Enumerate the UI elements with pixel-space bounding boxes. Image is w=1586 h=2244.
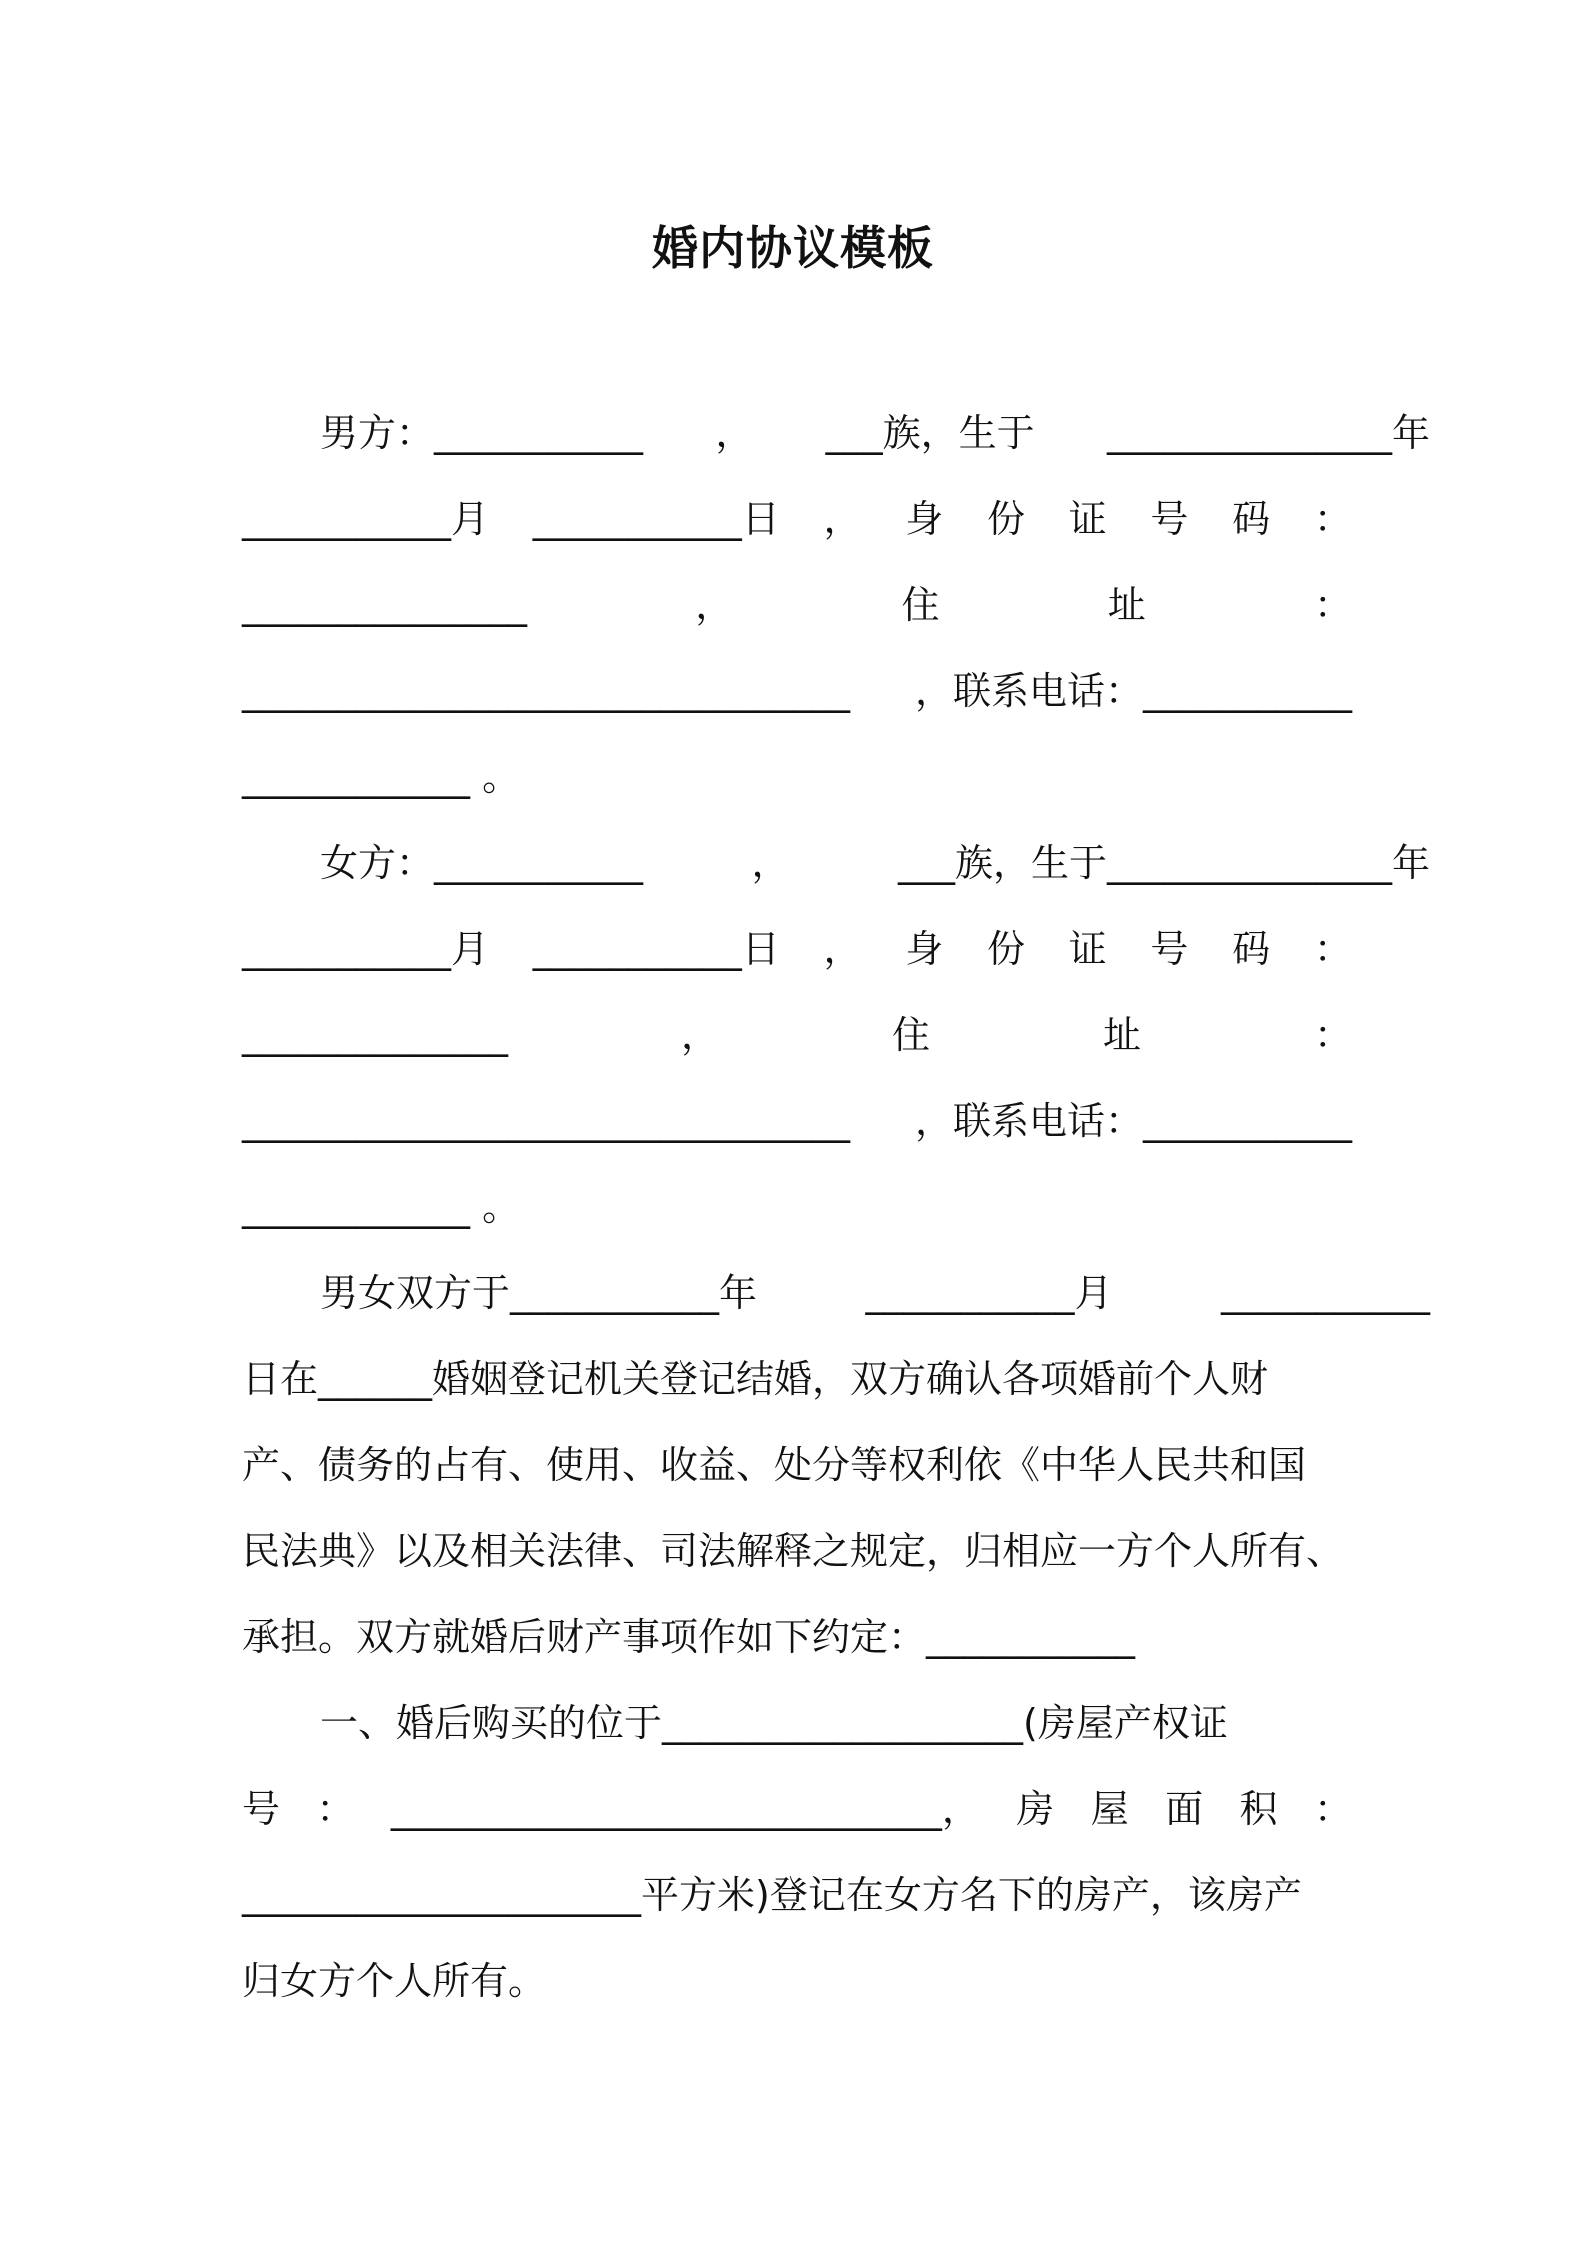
text-segment: ： xyxy=(316,1787,355,1831)
male-party-line-1 xyxy=(242,405,1430,461)
text-segment: ： xyxy=(1313,927,1352,971)
male-party-line-5 xyxy=(242,749,1352,805)
text-segment: 址 xyxy=(1102,1013,1141,1057)
text-segment: _____________________平方米)登记在女方名下的房产，该房产 xyxy=(242,1873,1302,1917)
text-segment: 号 xyxy=(1150,927,1189,971)
marriage-paragraph-line-3 xyxy=(242,1437,1352,1493)
text-segment: 份 xyxy=(986,927,1025,971)
text-segment: 身 xyxy=(905,497,944,541)
text-segment: ， xyxy=(823,927,862,971)
text-segment: ____________ 。 xyxy=(242,1185,521,1229)
text-segment: ________________________________ xyxy=(242,1099,850,1143)
male-birth-year: _______________年 xyxy=(1106,411,1430,455)
text-segment: 证 xyxy=(1068,927,1107,971)
text-segment: ____________ 。 xyxy=(242,755,521,799)
text-segment: ___________月 xyxy=(242,497,490,541)
text-segment: ， xyxy=(823,497,862,541)
text-segment: ___________月 xyxy=(242,927,490,971)
text-segment: 承担。双方就婚后财产事项作如下约定：___________ xyxy=(242,1615,1136,1659)
text-segment: ______________ xyxy=(242,1013,508,1057)
text-segment: ___________日 xyxy=(532,927,780,971)
female-party-line-1 xyxy=(242,835,1430,891)
clause-one-line-1 xyxy=(242,1695,1430,1751)
text-segment: 面 xyxy=(1165,1787,1204,1831)
text-segment: 归女方个人所有。 xyxy=(242,1959,547,2003)
female-party-line-4 xyxy=(242,1093,1352,1149)
text-segment: 码 xyxy=(1232,497,1271,541)
text-segment: ： xyxy=(1313,583,1352,627)
text-segment: 男女双方于___________年 xyxy=(320,1271,758,1315)
text-segment: ， xyxy=(695,583,734,627)
text-segment: 份 xyxy=(986,497,1025,541)
marriage-paragraph-line-5 xyxy=(242,1609,1352,1665)
text-segment: ___________月 xyxy=(865,1271,1113,1315)
female-party-line-3 xyxy=(242,1007,1352,1063)
clause-one-line-3 xyxy=(242,1867,1352,1923)
marriage-paragraph-line-2 xyxy=(242,1351,1352,1407)
text-segment: 民法典》以及相关法律、司法解释之规定，归相应一方个人所有、 xyxy=(242,1529,1345,1573)
female-party-line-2 xyxy=(242,921,1352,977)
text-segment: 日在______婚姻登记机关登记结婚，双方确认各项婚前个人财 xyxy=(242,1357,1269,1401)
text-segment: ，联系电话：___________ xyxy=(914,1099,1352,1143)
text-segment: 一、婚后购买的位于___________________(房屋产权证 xyxy=(320,1701,1228,1745)
marriage-paragraph-line-1 xyxy=(242,1265,1430,1321)
text-segment: ， xyxy=(751,841,790,885)
text-segment: ： xyxy=(1313,497,1352,541)
text-segment: _______________ xyxy=(242,583,527,627)
female-party-line-5 xyxy=(242,1179,1352,1235)
male-name-field: 男方：___________ xyxy=(320,411,644,455)
marriage-paragraph-line-4 xyxy=(242,1523,1352,1579)
clause-one-line-2 xyxy=(242,1781,1352,1837)
text-segment: _____________________________， xyxy=(390,1787,980,1831)
text-segment: 码 xyxy=(1232,927,1271,971)
text-segment: ___________ xyxy=(1221,1271,1430,1315)
text-segment: ___________日 xyxy=(532,497,780,541)
text-segment: ，联系电话：___________ xyxy=(914,669,1352,713)
text-segment: 房 xyxy=(1016,1787,1055,1831)
male-party-line-3 xyxy=(242,577,1352,633)
text-segment: 屋 xyxy=(1090,1787,1129,1831)
text-segment: ________________________________ xyxy=(242,669,850,713)
text-segment: ， xyxy=(680,1013,719,1057)
male-ethnicity-birth: ___族，生于 xyxy=(825,411,1035,455)
text-segment: 址 xyxy=(1107,583,1146,627)
text-segment: ： xyxy=(1313,1013,1352,1057)
text-segment: 住 xyxy=(901,583,940,627)
text-segment: 号 xyxy=(242,1787,281,1831)
text-segment: 积 xyxy=(1239,1787,1278,1831)
text-segment: 号 xyxy=(1150,497,1189,541)
female-ethnicity-birth: ___族，生于_______________年 xyxy=(897,841,1430,885)
text-segment: 产、债务的占有、使用、收益、处分等权利依《中华人民共和国 xyxy=(242,1443,1307,1487)
text-segment: ： xyxy=(1313,1787,1352,1831)
clause-one-line-4 xyxy=(242,1953,1352,2009)
text-segment: ， xyxy=(715,411,754,455)
text-segment: 住 xyxy=(891,1013,930,1057)
text-segment: 证 xyxy=(1068,497,1107,541)
male-party-line-4 xyxy=(242,663,1352,719)
text-segment: 身 xyxy=(905,927,944,971)
female-name-field: 女方：___________ xyxy=(320,841,644,885)
document-title: 婚内协议模板 xyxy=(652,221,934,275)
male-party-line-2 xyxy=(242,491,1352,547)
